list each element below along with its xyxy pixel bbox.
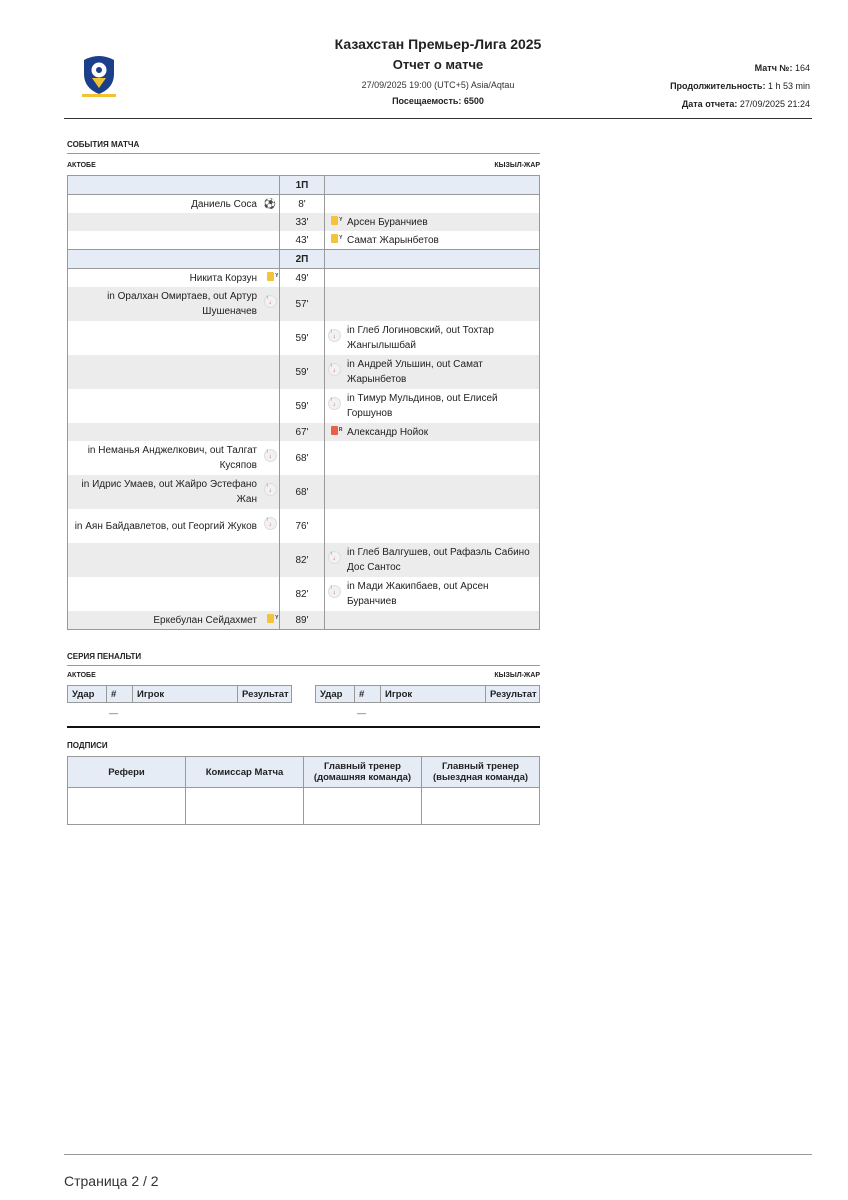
event-description: Никита Корзун: [189, 272, 257, 284]
penalties-section-title: СЕРИЯ ПЕНАЛЬТИ: [67, 652, 142, 661]
event-row: [68, 611, 540, 630]
event-row: [68, 389, 540, 423]
signature-cell: [422, 788, 540, 825]
signatures-table: [67, 756, 540, 825]
event-minute: 82': [280, 543, 325, 577]
yellow-card-icon: [267, 614, 274, 623]
substitution-icon: ↑ ↓: [328, 329, 341, 342]
event-description: in Глеб Логиновский, out Тохтар Жангылышбай: [347, 325, 494, 351]
attendance: Посещаемость: 6500: [392, 96, 484, 106]
signature-cell: [68, 788, 186, 825]
event-row: [68, 213, 540, 231]
event-minute: 76': [280, 509, 325, 543]
event-minute: 33': [280, 213, 325, 231]
match-duration: Продолжительность: 1 h 53 min: [670, 81, 810, 91]
match-datetime: 27/09/2025 19:00 (UTC+5) Asia/Aqtau: [361, 80, 515, 90]
substitution-icon: ↑ ↓: [264, 449, 277, 462]
event-minute: 67': [280, 423, 325, 441]
events-section-title: СОБЫТИЯ МАТЧА: [67, 140, 140, 149]
penalties-home-empty: —: [109, 708, 118, 718]
penalties-section-divider: [67, 665, 540, 666]
event-minute: 59': [280, 389, 325, 423]
period-header-row: [68, 250, 540, 269]
events-section-divider: [67, 153, 540, 154]
event-description: in Неманья Анджелкович, out Талгат Кусяпов: [87, 445, 257, 471]
event-description: in Андрей Ульшин, out Самат Жарынбетов: [343, 355, 540, 389]
period-header-row: [68, 176, 540, 195]
column-header: Удар: [316, 686, 355, 703]
events-home-team: АКТОБЕ: [67, 162, 96, 169]
event-description: Еркебулан Сейдахмет: [68, 611, 262, 630]
signature-cell: [304, 788, 422, 825]
column-header: Результат: [238, 686, 292, 703]
league-title: Казахстан Премьер-Лига 2025: [334, 36, 542, 52]
substitution-icon: ↑ ↓: [264, 517, 277, 530]
event-minute: 68': [280, 475, 325, 509]
event-description: in Идрис Умаев, out Жайро Эстефано Жан: [68, 475, 262, 509]
event-minute: 8': [280, 195, 325, 214]
substitution-icon: ↑ ↓: [264, 483, 277, 496]
event-row: [68, 195, 540, 214]
event-minute: 49': [280, 269, 325, 288]
header-divider: [64, 118, 812, 119]
event-description: in Мади Жакипбаев, out Арсен Буранчиев: [347, 581, 489, 607]
signature-referee-header: Рефери: [68, 757, 186, 788]
column-header: Удар: [68, 686, 107, 703]
penalties-away-team: КЫЗЫЛ-ЖАР: [494, 672, 540, 679]
event-row: [68, 231, 540, 250]
match-number: Матч №: 164: [754, 63, 810, 73]
column-header: Игрок: [381, 686, 486, 703]
event-row: [68, 287, 540, 321]
footer-divider: [64, 1154, 812, 1155]
event-row: [68, 441, 540, 475]
event-description: Даниель Соса: [191, 198, 257, 210]
signature-cell: [186, 788, 304, 825]
column-header: Игрок: [133, 686, 238, 703]
event-minute: 43': [280, 231, 325, 250]
event-row: [68, 269, 540, 288]
event-row: [68, 321, 540, 355]
signature-away-coach-header: Главный тренер (выездная команда): [422, 757, 540, 788]
signatures-section-title: ПОДПИСИ: [67, 741, 108, 750]
period-label: 1П: [280, 176, 325, 195]
event-row: [68, 509, 540, 543]
red-card-icon: [331, 426, 338, 435]
penalties-away-empty: —: [357, 708, 366, 718]
substitution-icon: ↑ ↓: [328, 551, 341, 564]
event-minute: 89': [280, 611, 325, 630]
signature-home-coach-header: Главный тренер (домашняя команда): [304, 757, 422, 788]
report-date: Дата отчета: 27/09/2025 21:24: [681, 99, 810, 109]
penalties-away-table: [315, 685, 540, 703]
event-description: in Аян Байдавлетов, out Георгий Жуков: [74, 520, 257, 532]
yellow-card-icon: [331, 234, 338, 243]
column-header: Результат: [486, 686, 540, 703]
substitution-icon: ↑ ↓: [264, 295, 277, 308]
event-minute: 82': [280, 577, 325, 611]
event-minute: 59': [280, 355, 325, 389]
signature-commissioner-header: Комиссар Матча: [186, 757, 304, 788]
report-title: Отчет о матче: [392, 57, 484, 72]
event-description: Александр Нойок: [343, 423, 540, 441]
event-row: [68, 475, 540, 509]
event-description: Арсен Буранчиев: [343, 213, 540, 231]
event-description: Самат Жарынбетов: [347, 234, 439, 246]
event-minute: 59': [280, 321, 325, 355]
substitution-icon: ↑ ↓: [328, 397, 341, 410]
event-row: [68, 423, 540, 441]
column-header: #: [355, 686, 381, 703]
event-row: [68, 543, 540, 577]
event-row: [68, 577, 540, 611]
yellow-card-icon: [267, 272, 274, 281]
event-minute: 68': [280, 441, 325, 475]
event-row: [68, 355, 540, 389]
column-header: #: [107, 686, 133, 703]
substitution-icon: ↑ ↓: [328, 585, 341, 598]
penalties-bottom-divider: [67, 726, 540, 728]
event-minute: 57': [280, 287, 325, 321]
period-label: 2П: [280, 250, 325, 269]
yellow-card-icon: [331, 216, 338, 225]
penalties-home-table: [67, 685, 292, 703]
penalties-home-team: АКТОБЕ: [67, 672, 96, 679]
page-number: Страница 2 / 2: [64, 1173, 159, 1189]
events-away-team: КЫЗЫЛ-ЖАР: [494, 162, 540, 169]
event-description: in Глеб Валгушев, out Рафаэль Сабино Дос Сантос: [343, 543, 540, 577]
match-events-table: [67, 175, 540, 630]
substitution-icon: ↑ ↓: [328, 363, 341, 376]
goal-icon: ⚽: [263, 198, 277, 210]
event-description: in Оралхан Омиртаев, out Артур Шушеначев: [68, 287, 262, 321]
event-description: in Тимур Мульдинов, out Елисей Горшунов: [347, 393, 498, 419]
